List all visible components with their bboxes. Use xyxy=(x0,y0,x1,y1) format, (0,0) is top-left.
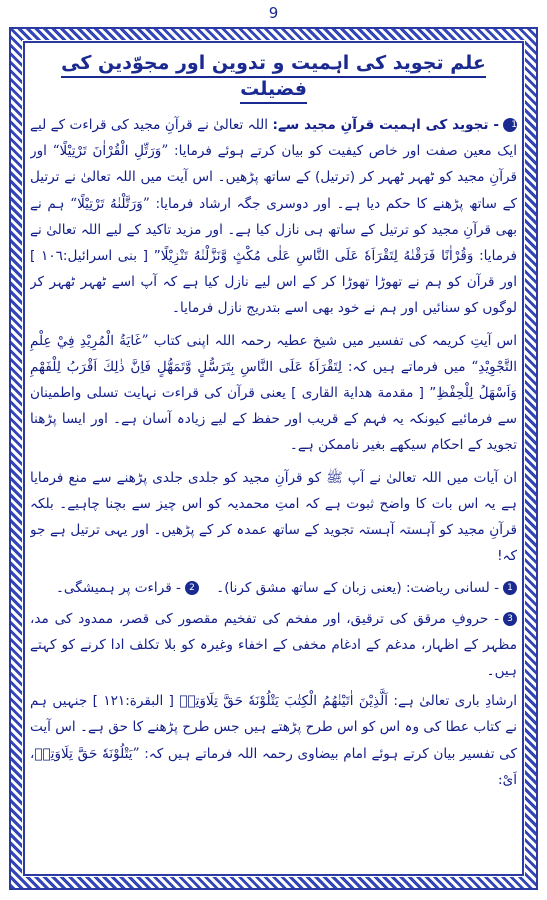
list-item xyxy=(30,575,517,601)
section-number-badge: 1 xyxy=(503,118,517,132)
paragraph-text: ” [ مقدمة هداية القاری ] یعنی قرآن کی قراءت نہایت تسلی واطمینان سے فرمائیے کیونکہ یہ فہم کے قریب اور حفظ کے لیے زیادہ آسان ہے۔ اور ایسا پڑھنا تجوید کے احکام سیکھے بغیر ناممکن ہے۔ xyxy=(30,385,517,454)
page-title-text: علم تجوید کی اہمیت و تدوین اور مجوّدین کی فضیلت xyxy=(61,52,486,104)
book-title: ”غَايَةُ الْمُرِيْدِ فِيْ عِلْمِ التَّجْوِيْدِ“ xyxy=(30,332,517,375)
list-number-badge: 2 xyxy=(185,581,199,595)
quran-verse: ”وَرَتَّلْنٰهُ تَرْتِيْلًا“ xyxy=(70,195,150,212)
quran-verse: ”وَرَتِّلِ الْقُرْاٰنَ تَرْتِيْلًا“ xyxy=(52,143,169,160)
list-number-badge: 3 xyxy=(503,612,517,626)
paragraph-tafsir xyxy=(30,328,517,459)
paragraph-text: اللہ تعالیٰ نے قرآنِ مجید کی قراءت کے لیے ایک معین صفت اور خاص کیفیت کو بیان کرتے ہوئے فرمایا: xyxy=(30,117,517,160)
list-number-badge: 1 xyxy=(503,581,517,595)
paragraph-text: [ البقرة:١٢١ ] جنہیں ہم نے کتاب عطا کی وہ اس کو اس طرح پڑھتے ہیں جس طرح پڑھنے کا حق ہے۔ اس آیت کی تفسیر بیان کرتے ہوئے امام بیضاوی رحمہ اللہ فرماتے ہیں کہ: xyxy=(30,693,517,762)
page-title xyxy=(30,50,517,102)
list-item xyxy=(30,606,517,685)
paragraph-text: اور قرآنِ مجید کو ٹھہر ٹھہر کر (ترتیل) کے ساتھ پڑھیں۔ اس آیت میں اللہ تعالیٰ نے ترتیل کے ساتھ پڑھنے کا حکم دیا ہے۔ اور دوسری جگہ ارشاد فرمایا: xyxy=(30,143,517,212)
paragraph-importance xyxy=(30,112,517,322)
section-heading: - تجوید کی اہمیت قرآنِ مجید سے: xyxy=(272,117,499,133)
paragraph-text: ” [ بنی اسرائیل:١٠٦ ] اور قرآن کو ہم نے تھوڑا تھوڑا کر کے اس لیے نازل کیا ہے کہ آپ اسے ٹھہر ٹھہر کر لوگوں کو سنائیں اور ہم نے خود بھی اسے بتدریج نازل فرمایا۔ xyxy=(30,248,517,317)
page-number: 9 xyxy=(268,4,279,22)
list-item-text: - لسانی ریاضت: (یعنی زبان کے ساتھ مشق کرنا)۔ xyxy=(216,580,499,597)
quran-verse: وَقُرْاٰنًا فَرَقْنٰهُ لِتَقْرَاَهٗ عَلَى النَّاسِ عَلٰى مُكْثٍ وَّنَزَّلْنٰهُ تَنْزِيْلًا xyxy=(160,248,474,265)
paragraph-quran-reference xyxy=(30,688,517,793)
arabic-quote: ”يَتْلُوْنَهٗ حَقَّ تِلَاوَتِهٖ، اَیْ: xyxy=(30,745,517,788)
paragraph-text: ارشادِ باری تعالیٰ ہے: xyxy=(388,693,517,710)
paragraph-text: میں فرماتے ہیں کہ: xyxy=(342,358,472,375)
list-item-text: - حروفِ مرقق کی ترقیق، اور مفخم کی تفخیم مقصور کی قصر، ممدود کی مد، مظہر کے اظہار، مدغم کے ادغام مخفی کے اخفاء وغیرہ کو بلا تکلف ادا کرنے کو کہتے ہیں۔ xyxy=(30,610,517,680)
paragraph-text: اس آیتِ کریمہ کی تفسیر میں شیخ عطیہ رحمہ اللہ اپنی کتاب xyxy=(148,332,517,349)
page-content xyxy=(30,48,517,870)
paragraph-tartil xyxy=(30,465,517,570)
arabic-quote: لِتَقْرَاَهٗ عَلَى النَّاسِ بِتَرَسُّلٍ وَّتَمَهُّلٍ فَاِنَّ ذٰلِكَ اَقْرَبُ لِلْفَهْمِ وَاَسْهَلُ لِلْحِفْظِ xyxy=(30,358,517,402)
paragraph-text: ہم نے بھی قرآنِ مجید کو ترتیل کے ساتھ ہی نازل کیا ہے۔ اور مزید تاکید کے لیے اللہ تعالیٰ نے فرمایا: xyxy=(30,195,517,265)
list-item-text: - قراءت پر ہمیشگی۔ xyxy=(55,580,181,597)
quran-verse: اَلَّذِيْنَ اٰتَيْنٰهُمُ الْكِتٰبَ يَتْلُوْنَهٗ حَقَّ تِلَاوَتِهٖ xyxy=(179,693,389,710)
paragraph-text: ان آیات میں اللہ تعالیٰ نے آپ ﷺ کو قرآنِ مجید کو جلدی جلدی پڑھنے سے منع فرمایا ہے یہ اس بات کا واضح ثبوت ہے کہ امتِ محمدیہ کو اس چیز سے بچنا چاہیے۔ بلکہ قرآنِ مجید کو آہستہ آہستہ تجوید کے ساتھ عمدہ کر کے پڑھیں۔ اور یہی ترتیل ہے جو کہ! xyxy=(30,469,517,565)
